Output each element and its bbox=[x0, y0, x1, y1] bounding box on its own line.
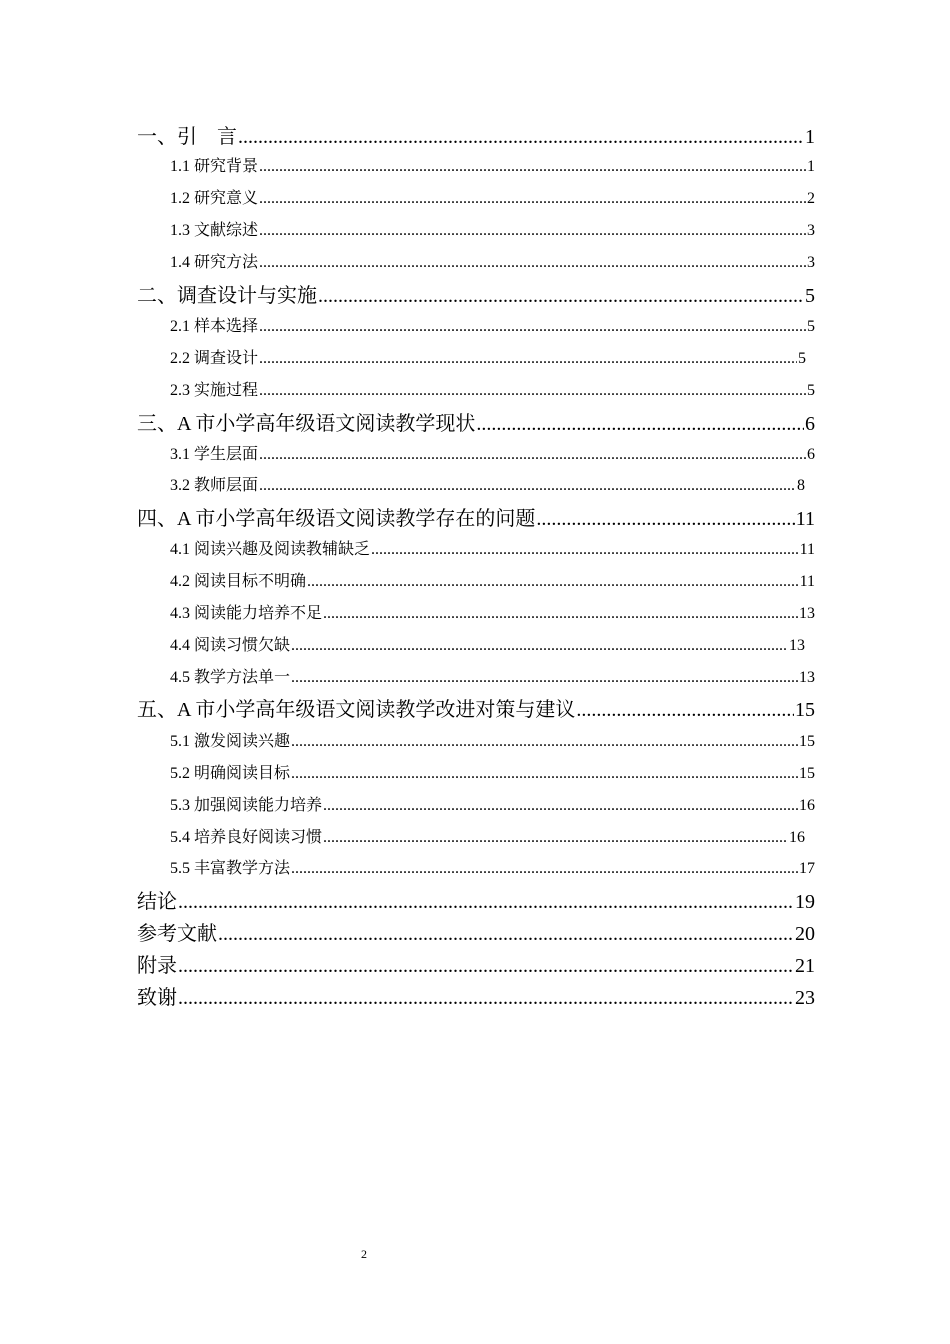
toc-leader-dots bbox=[259, 382, 806, 400]
toc-entry-page: 15 bbox=[799, 733, 815, 750]
toc-leader-dots bbox=[259, 222, 806, 240]
toc-entry-page: 3 bbox=[807, 222, 815, 239]
toc-entry-section-4-5[interactable] bbox=[170, 664, 815, 688]
toc-entry-label: 3.1 学生层面 bbox=[170, 446, 259, 463]
toc-entry-references[interactable] bbox=[137, 917, 815, 945]
toc-entry-label: 三、A 市小学高年级语文阅读教学现状 bbox=[137, 413, 476, 435]
toc-leader-dots bbox=[307, 573, 799, 591]
toc-entry-page: 13 bbox=[789, 637, 805, 654]
toc-leader-dots bbox=[178, 987, 794, 1009]
toc-entry-conclusion[interactable] bbox=[137, 885, 815, 913]
toc-entry-page: 3 bbox=[807, 254, 815, 271]
toc-entry-page: 5 bbox=[807, 318, 815, 335]
toc-entry-section-3-1[interactable] bbox=[170, 441, 815, 465]
toc-entry-section-4-1[interactable] bbox=[170, 536, 815, 560]
toc-entry-section-1-1[interactable] bbox=[170, 153, 815, 177]
toc-entry-section-2-2[interactable] bbox=[170, 345, 806, 369]
toc-entry-section-1-4[interactable] bbox=[170, 249, 815, 273]
toc-entry-page: 5 bbox=[805, 285, 815, 307]
toc-leader-dots bbox=[218, 923, 794, 945]
toc-entry-label: 5.1 激发阅读兴趣 bbox=[170, 733, 291, 750]
toc-leader-dots bbox=[318, 285, 804, 307]
toc-entry-page: 2 bbox=[807, 190, 815, 207]
toc-entry-label: 3.2 教师层面 bbox=[170, 477, 259, 494]
toc-leader-dots bbox=[259, 158, 806, 176]
toc-entry-chapter-3[interactable] bbox=[137, 407, 815, 435]
toc-entry-acknowledgements[interactable] bbox=[137, 981, 815, 1009]
toc-leader-dots bbox=[371, 541, 799, 559]
toc-entry-chapter-2[interactable] bbox=[137, 279, 815, 307]
toc-leader-dots bbox=[323, 829, 788, 847]
toc-entry-section-4-3[interactable] bbox=[170, 600, 815, 624]
toc-entry-label: 1.4 研究方法 bbox=[170, 254, 259, 271]
toc-entry-page: 11 bbox=[795, 508, 815, 530]
toc-leader-dots bbox=[259, 190, 806, 208]
toc-entry-section-1-3[interactable] bbox=[170, 217, 815, 241]
toc-entry-label: 一、引 言 bbox=[137, 126, 237, 148]
toc-entry-page: 11 bbox=[799, 541, 815, 558]
toc-entry-page: 6 bbox=[807, 446, 815, 463]
toc-entry-label: 2.3 实施过程 bbox=[170, 382, 259, 399]
toc-entry-page: 11 bbox=[799, 573, 815, 590]
toc-entry-page: 15 bbox=[799, 765, 815, 782]
toc-entry-label: 5.2 明确阅读目标 bbox=[170, 765, 291, 782]
toc-entry-section-5-3[interactable] bbox=[170, 792, 815, 816]
toc-entry-section-2-3[interactable] bbox=[170, 377, 815, 401]
toc-entry-label: 5.3 加强阅读能力培养 bbox=[170, 797, 323, 814]
toc-entry-chapter-1[interactable] bbox=[137, 120, 815, 148]
toc-entry-section-4-2[interactable] bbox=[170, 568, 815, 592]
toc-entry-label: 2.2 调查设计 bbox=[170, 350, 259, 367]
toc-entry-section-1-2[interactable] bbox=[170, 185, 815, 209]
toc-entry-page: 20 bbox=[795, 923, 815, 945]
toc-entry-chapter-5[interactable] bbox=[137, 693, 815, 721]
page-number: 2 bbox=[361, 1247, 367, 1261]
toc-entry-label: 二、调查设计与实施 bbox=[137, 285, 317, 307]
toc-leader-dots bbox=[476, 413, 804, 435]
toc-entry-page: 17 bbox=[799, 860, 815, 877]
toc-entry-label: 五、A 市小学高年级语文阅读教学改进对策与建议 bbox=[137, 699, 576, 721]
toc-entry-page: 8 bbox=[797, 477, 805, 494]
toc-entry-section-5-2[interactable] bbox=[170, 760, 815, 784]
toc-entry-label: 致谢 bbox=[137, 987, 177, 1009]
toc-leader-dots bbox=[178, 891, 794, 913]
toc-leader-dots bbox=[291, 860, 798, 878]
toc-entry-label: 4.5 教学方法单一 bbox=[170, 669, 291, 686]
toc-leader-dots bbox=[259, 350, 797, 368]
toc-entry-section-4-4[interactable] bbox=[170, 632, 805, 656]
toc-entry-chapter-4[interactable] bbox=[137, 502, 815, 530]
toc-entry-label: 5.4 培养良好阅读习惯 bbox=[170, 829, 323, 846]
toc-leader-dots bbox=[291, 733, 798, 751]
toc-leader-dots bbox=[238, 126, 804, 148]
toc-leader-dots bbox=[536, 508, 794, 530]
toc-entry-label: 4.4 阅读习惯欠缺 bbox=[170, 637, 291, 654]
toc-entry-section-5-5[interactable] bbox=[170, 855, 815, 879]
toc-entry-label: 4.1 阅读兴趣及阅读教辅缺乏 bbox=[170, 541, 371, 558]
toc-entry-label: 1.3 文献综述 bbox=[170, 222, 259, 239]
toc-leader-dots bbox=[178, 955, 794, 977]
toc-entry-page: 19 bbox=[795, 891, 815, 913]
toc-entry-label: 结论 bbox=[137, 891, 177, 913]
toc-entry-label: 2.1 样本选择 bbox=[170, 318, 259, 335]
toc-entry-page: 16 bbox=[799, 797, 815, 814]
toc-entry-page: 1 bbox=[807, 158, 815, 175]
toc-leader-dots bbox=[259, 446, 806, 464]
toc-leader-dots bbox=[291, 669, 798, 687]
toc-entry-page: 5 bbox=[807, 382, 815, 399]
toc-leader-dots bbox=[291, 637, 788, 655]
toc-leader-dots bbox=[323, 797, 798, 815]
toc-entry-label: 四、A 市小学高年级语文阅读教学存在的问题 bbox=[137, 508, 536, 530]
toc-leader-dots bbox=[259, 477, 796, 495]
toc-entry-appendix[interactable] bbox=[137, 949, 815, 977]
toc-entry-page: 23 bbox=[795, 987, 815, 1009]
toc-leader-dots bbox=[576, 699, 794, 721]
toc-entry-section-5-4[interactable] bbox=[170, 824, 805, 848]
toc-entry-page: 13 bbox=[799, 605, 815, 622]
toc-entry-page: 5 bbox=[798, 350, 806, 367]
toc-entry-label: 5.5 丰富教学方法 bbox=[170, 860, 291, 877]
toc-entry-page: 16 bbox=[789, 829, 805, 846]
toc-entry-section-2-1[interactable] bbox=[170, 313, 815, 337]
toc-entry-label: 4.3 阅读能力培养不足 bbox=[170, 605, 323, 622]
toc-entry-page: 6 bbox=[805, 413, 815, 435]
toc-entry-label: 附录 bbox=[137, 955, 177, 977]
toc-leader-dots bbox=[259, 318, 806, 336]
toc-leader-dots bbox=[291, 765, 798, 783]
toc-entry-page: 13 bbox=[799, 669, 815, 686]
toc-entry-section-5-1[interactable] bbox=[170, 728, 815, 752]
toc-entry-label: 1.1 研究背景 bbox=[170, 158, 259, 175]
toc-entry-section-3-2[interactable] bbox=[170, 472, 805, 496]
toc-leader-dots bbox=[259, 254, 806, 272]
toc-entry-label: 4.2 阅读目标不明确 bbox=[170, 573, 307, 590]
toc-leader-dots bbox=[323, 605, 798, 623]
toc-entry-label: 1.2 研究意义 bbox=[170, 190, 259, 207]
toc-entry-page: 21 bbox=[795, 955, 815, 977]
toc-entry-page: 1 bbox=[805, 126, 815, 148]
toc-entry-label: 参考文献 bbox=[137, 923, 217, 945]
toc-entry-page: 15 bbox=[795, 699, 815, 721]
